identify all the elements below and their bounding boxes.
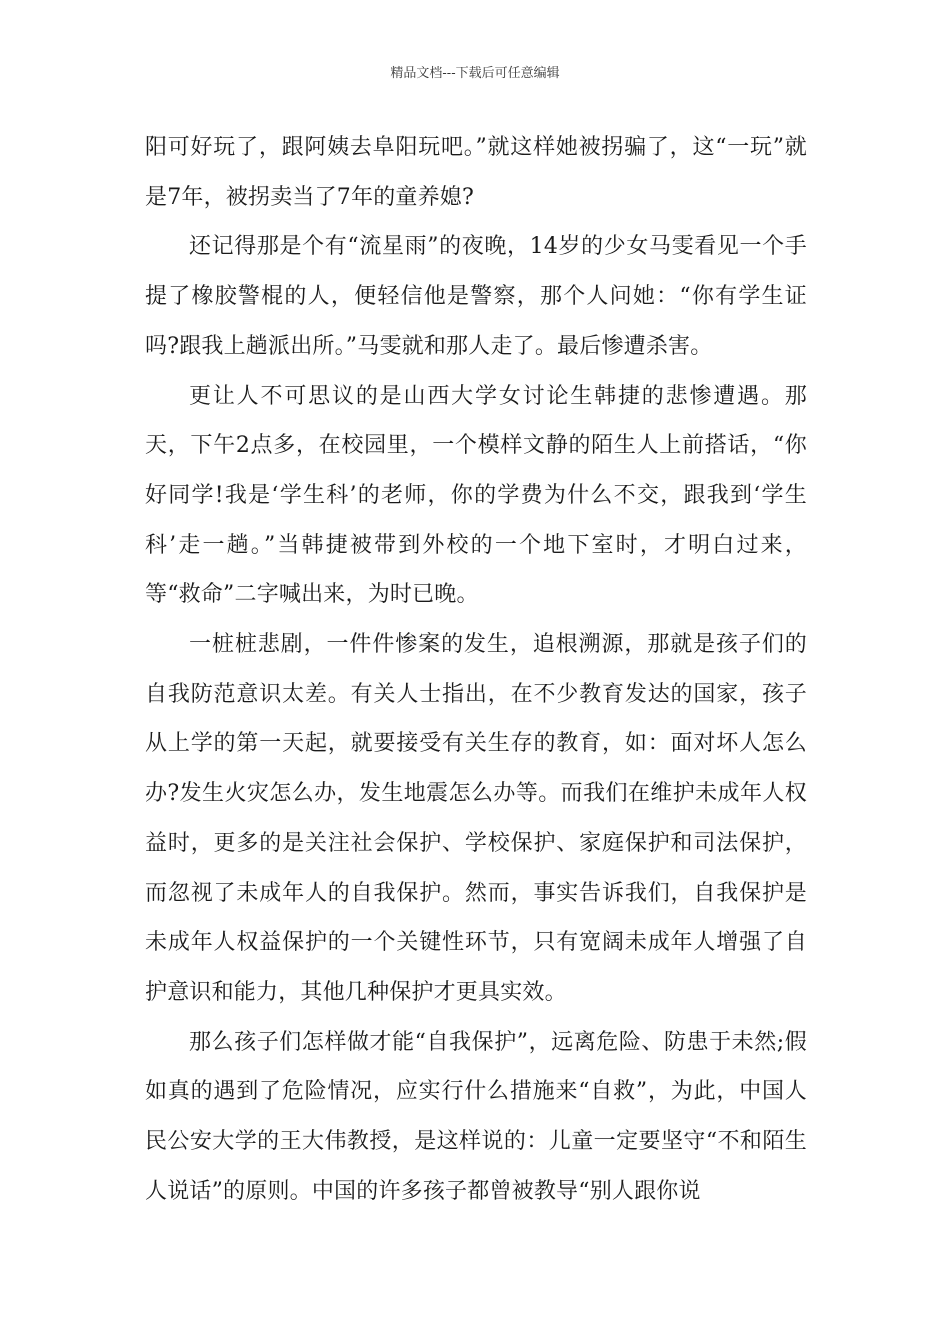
paragraph: 还记得那是个有“流星雨”的夜晚，14岁的少女马雯看见一个手提了橡胶警棍的人，便轻信他是警察，那个人问她：“你有学生证吗?跟我上趟派出所。”马雯就和那人走了。最后惨遭杀害。 [145, 234, 807, 359]
paragraph-continuation: 阳可好玩了，跟阿姨去阜阳玩吧。”就这样她被拐骗了，这“一玩”就是7年，被拐卖当了7年的童养媳? [145, 135, 807, 210]
document-body [145, 123, 807, 1216]
paragraph: 那么孩子们怎样做才能“自我保护”，远离危险、防患于未然;假如真的遇到了危险情况，应实行什么措施来“自救”，为此，中国人民公安大学的王大伟教授，是这样说的：儿童一定要坚守“不和陌生人说话”的原则。中国的许多孩子都曾被教导“别人跟你说 [145, 1029, 807, 1204]
page-header: 精品文档---下载后可任意编辑 [390, 66, 560, 81]
paragraph: 更让人不可思议的是山西大学女讨论生韩捷的悲惨遭遇。那天，下午2点多，在校园里，一个模样文静的陌生人上前搭话，“你好同学!我是‘学生科’的老师，你的学费为什么不交，跟我到‘学生科’走一趟。”当韩捷被带到外校的一个地下室时，才明白过来，等“救命”二字喊出来，为时已晚。 [145, 383, 807, 608]
paragraph: 一桩桩悲剧，一件件惨案的发生，追根溯源，那就是孩子们的自我防范意识太差。有关人士指出，在不少教育发达的国家，孩子从上学的第一天起，就要接受有关生存的教育，如：面对坏人怎么办?发生火灾怎么办，发生地震怎么办等。而我们在维护未成年人权益时，更多的是关注社会保护、学校保护、家庭保护和司法保护，而忽视了未成年人的自我保护。然而，事实告诉我们，自我保护是未成年人权益保护的一个关键性环节，只有宽阔未成年人增强了自护意识和能力，其他几种保护才更具实效。 [145, 632, 807, 1005]
